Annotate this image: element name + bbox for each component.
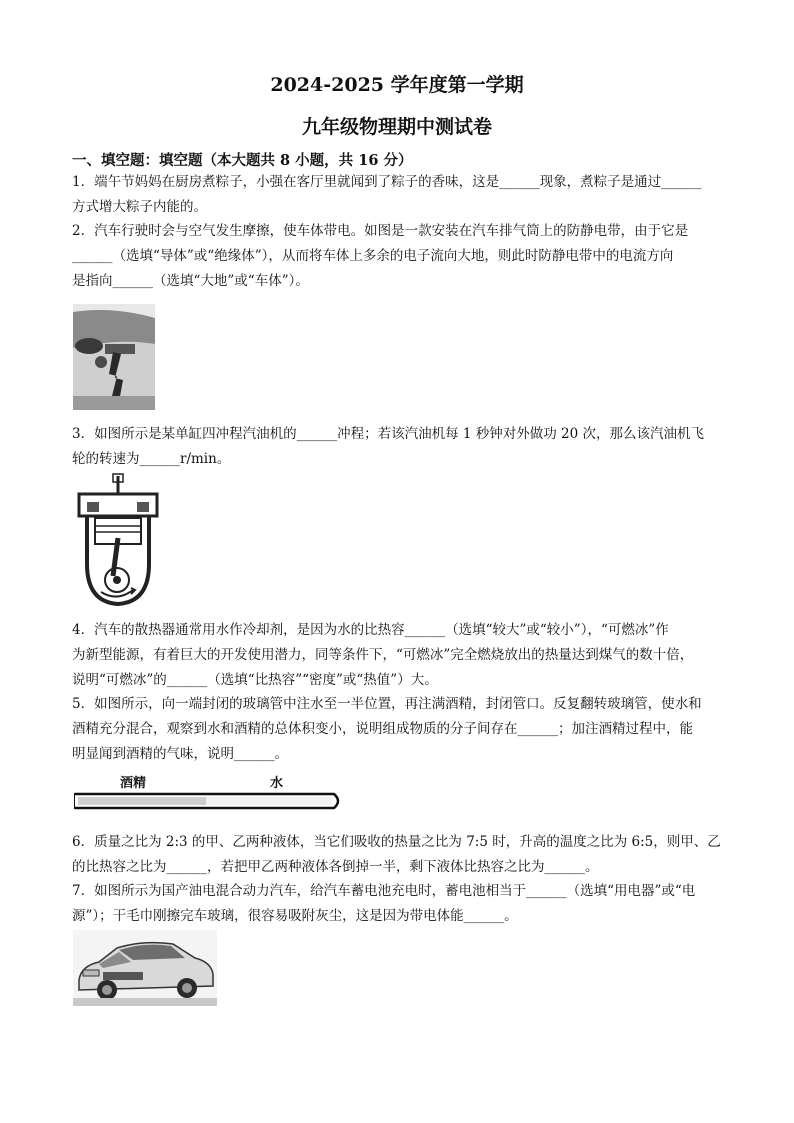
- alcohol-label: 酒精: [120, 776, 147, 791]
- question-5-line-3: 明显闻到酒精的气味，说明______。: [72, 746, 288, 762]
- hybrid-car-photo: [73, 930, 217, 1006]
- question-5-line-1: 5．如图所示，向一端封闭的玻璃管中注水至一半位置，再注满酒精，封闭管口。反复翻转玻璃管，使水和: [72, 696, 702, 712]
- question-7-line-2: 源”）；干毛巾刚擦完车玻璃，很容易吸附灰尘，这是因为带电体能______。: [72, 908, 518, 924]
- question-6-line-2: 的比热容之比为______，若把甲乙两种液体各倒掉一半，剩下液体比热容之比为______。: [72, 859, 599, 875]
- gasoline-engine-diagram: [73, 472, 163, 612]
- section-heading: 一、填空题：填空题（本大题共 8 小题，共 16 分）: [72, 152, 413, 169]
- exam-subject-title: 九年级物理期中测试卷: [301, 116, 492, 138]
- question-4-line-2: 为新型能源，有着巨大的开发使用潜力，同等条件下，“可燃冰”完全燃烧放出的热量达到煤气的数十倍，: [72, 647, 694, 663]
- question-1-line-2: 方式增大粽子内能的。: [72, 199, 207, 215]
- question-3-line-2: 轮的转速为______r/min。: [72, 451, 231, 467]
- question-7-line-1: 7．如图所示为国产油电混合动力汽车，给汽车蓄电池充电时，蓄电池相当于______（选填“用电器”或“电: [72, 883, 696, 899]
- question-6-line-1: 6．质量之比为 2:3 的甲、乙两种液体，当它们吸收的热量之比为 7:5 时，升高的温度之比为 6:5，则甲、乙: [72, 834, 721, 850]
- question-4-line-1: 4．汽车的散热器通常用水作冷却剂，是因为水的比热容______（选填“较大”或“较小”），“可燃冰”作: [72, 622, 669, 638]
- question-2-line-2: ______（选填“导体”或“绝缘体”），从而将车体上多余的电子流向大地，则此时防静电带中的电流方向: [72, 248, 674, 264]
- anti-static-strap-photo: [73, 304, 155, 410]
- exam-term-title: 2024-2025 学年度第一学期: [270, 74, 524, 96]
- water-label: 水: [270, 776, 284, 791]
- question-4-line-3: 说明“可燃冰”的______（选填“比热容”“密度”或“热值”）大。: [72, 672, 438, 688]
- question-5-line-2: 酒精充分混合，观察到水和酒精的总体积变小，说明组成物质的分子间存在______；加注酒精过程中，能: [72, 721, 693, 737]
- glass-tube-figure: [74, 772, 344, 816]
- question-1-line-1: 1．端午节妈妈在厨房煮粽子，小强在客厅里就闻到了粽子的香味，这是______现象，煮粽子是通过______: [72, 174, 702, 190]
- question-2-line-3: 是指向______（选填“大地”或“车体”）。: [72, 273, 309, 289]
- glass-tube: [74, 790, 344, 812]
- question-3-line-1: 3．如图所示是某单缸四冲程汽油机的______冲程；若该汽油机每 1 秒钟对外做功 20 次，那么该汽油机飞: [72, 426, 705, 442]
- question-2-line-1: 2．汽车行驶时会与空气发生摩擦，使车体带电。如图是一款安装在汽车排气筒上的防静电带，由于它是: [72, 223, 689, 239]
